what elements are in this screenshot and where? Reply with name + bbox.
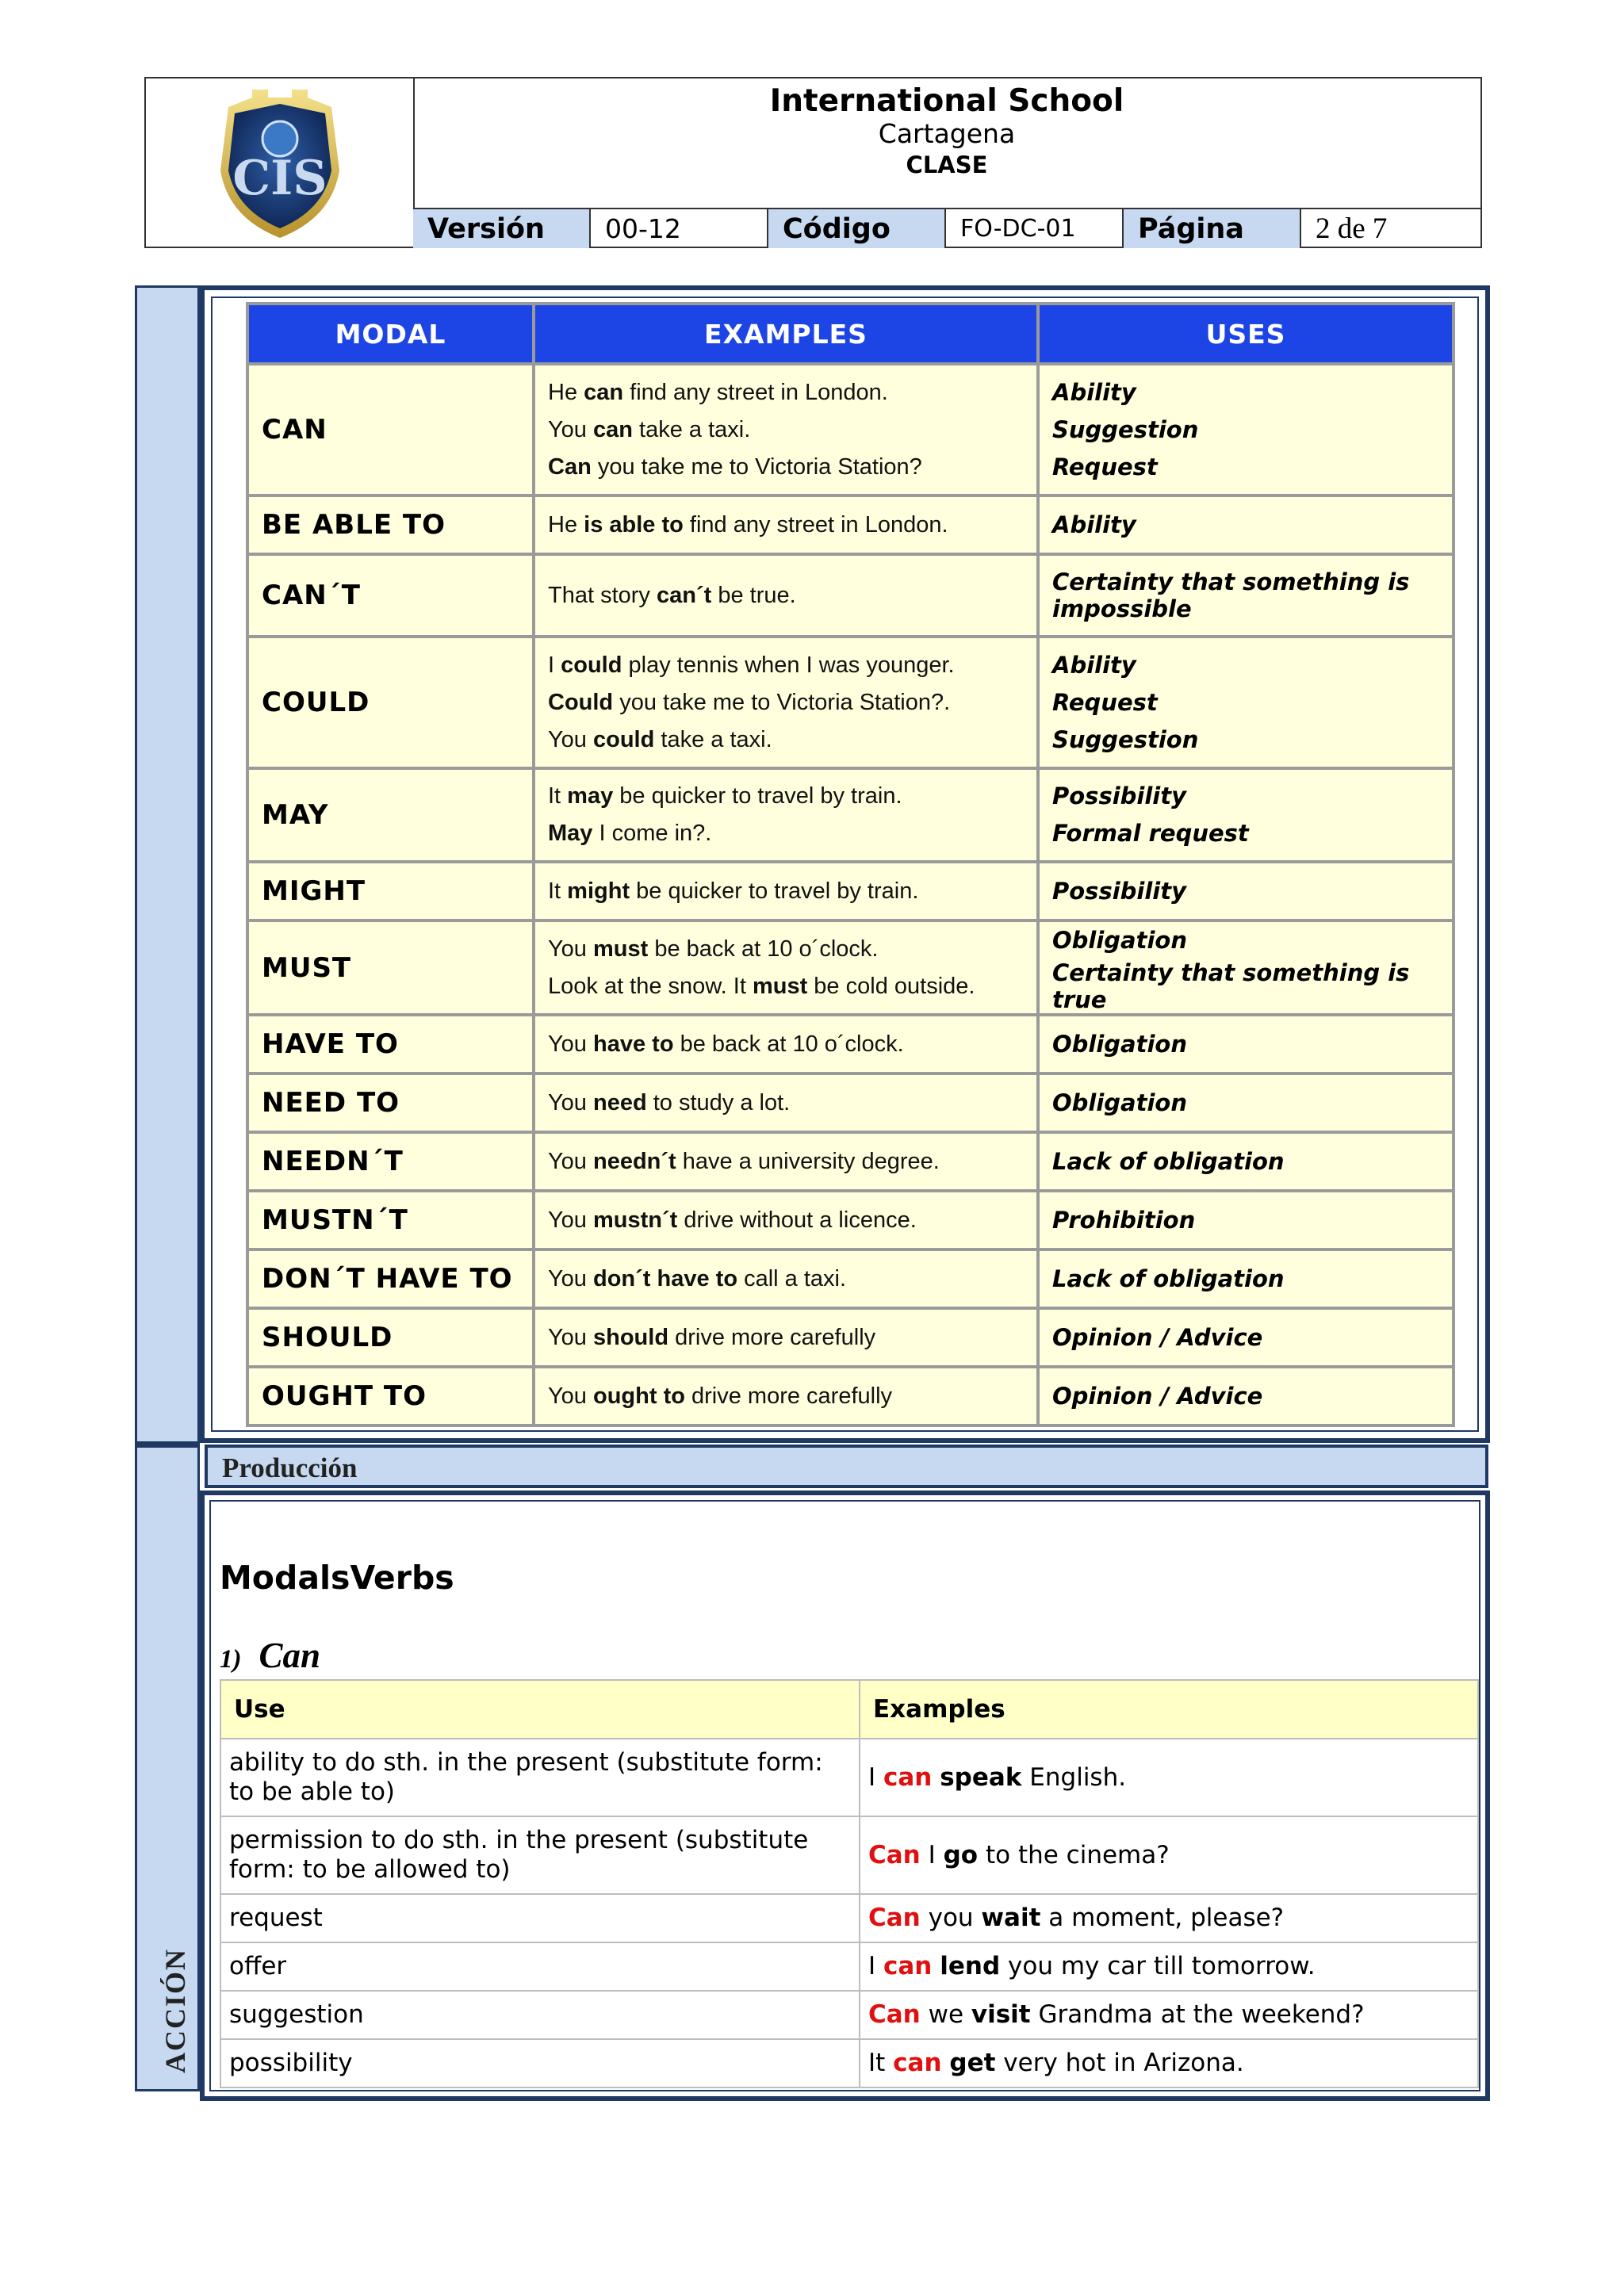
modal-uses: [1038, 862, 1454, 920]
document-header: [144, 77, 1482, 248]
modal-examples: [534, 496, 1038, 554]
example-text: be quicker to travel by train.: [630, 878, 919, 904]
use-item: Request: [1052, 453, 1158, 480]
modal-name: MIGHT: [247, 862, 534, 920]
can-example: [860, 1894, 1478, 1942]
modal-examples: [534, 1367, 1038, 1425]
doc-type: CLASE: [906, 151, 988, 178]
sidebar-divider: [137, 1441, 197, 1448]
example-text: we: [920, 2000, 971, 2029]
use-item: Opinion / Advice: [1052, 1382, 1263, 1410]
example-text: you my car till tomorrow.: [1000, 1952, 1316, 1980]
modal-uses: [1038, 554, 1454, 637]
example-text: be back at 10 o´clock.: [648, 936, 879, 962]
modal-examples: [534, 554, 1038, 637]
example-line: [548, 721, 1024, 759]
modal-row: [247, 1367, 1454, 1425]
modal-examples: [534, 637, 1038, 768]
example-text: be quicker to travel by train.: [613, 783, 902, 809]
modal-uses: [1038, 1132, 1454, 1191]
example-text: find any street in London.: [683, 511, 948, 538]
can-row: [220, 1894, 1478, 1942]
modal-table-header: [247, 304, 1454, 364]
modal-examples: [534, 920, 1038, 1015]
example-line: [548, 873, 1024, 910]
can-row: [220, 2039, 1478, 2087]
example-text: have a university degree.: [676, 1148, 940, 1174]
modal-uses: [1038, 768, 1454, 862]
can-row: [220, 1942, 1478, 1991]
modal-keyword: ought to: [593, 1383, 685, 1409]
modal-row: [247, 768, 1454, 862]
modal-keyword: May: [548, 821, 593, 846]
modal-row: [247, 1191, 1454, 1249]
modal-name: MAY: [247, 768, 534, 862]
sidebar-column: [135, 285, 200, 2091]
production-bar: [205, 1445, 1488, 1488]
can-table-header: [220, 1680, 1478, 1739]
example-text: drive without a licence.: [677, 1207, 917, 1233]
example-line: [548, 815, 1024, 852]
title-block: [413, 78, 1480, 208]
verb-highlight: wait: [981, 1904, 1041, 1932]
modal-highlight: can: [883, 1762, 933, 1792]
modal-highlight: Can: [868, 1904, 921, 1932]
section-heading: ModalsVerbs: [220, 1559, 454, 1597]
modal-examples: [534, 1249, 1038, 1308]
modal-keyword: don´t have to: [593, 1265, 738, 1292]
version-value: 00-12: [591, 209, 768, 248]
can-example: [860, 1739, 1478, 1816]
can-use: ability to do sth. in the present (substitute form: to be able to): [220, 1739, 860, 1816]
example-text: you take me to Victoria Station?: [591, 453, 922, 480]
modal-highlight: Can: [868, 2000, 921, 2029]
modal-uses: [1038, 496, 1454, 554]
modal-verbs-table: [246, 302, 1455, 1427]
example-line: [548, 1378, 1024, 1415]
example-line: [548, 449, 1024, 486]
example-text: English.: [1021, 1762, 1127, 1792]
modal-name: COULD: [247, 637, 534, 768]
example-line: [548, 647, 1024, 684]
modal-row: [247, 1308, 1454, 1367]
use-item: Suggestion: [1052, 415, 1199, 443]
logo-text: CIS: [232, 151, 327, 206]
modal-keyword: can: [593, 416, 633, 442]
can-example: [860, 1991, 1478, 2039]
modal-uses: [1038, 637, 1454, 768]
example-text: I: [548, 652, 561, 678]
verb-highlight: go: [943, 1840, 979, 1869]
modal-examples: [534, 1073, 1038, 1132]
use-item: Certainty that something is impossible: [1052, 568, 1410, 622]
example-text: take a taxi.: [654, 726, 772, 752]
page-value: 2 de 7: [1316, 212, 1388, 245]
modal-highlight: Can: [868, 1840, 921, 1869]
modal-highlight: can: [883, 1952, 933, 1980]
can-row: [220, 1991, 1478, 2039]
example-text: very hot in Arizona.: [995, 2049, 1244, 2077]
example-text: you: [920, 1904, 982, 1932]
can-uses-table: [220, 1679, 1479, 2088]
example-line: [548, 778, 1024, 815]
modal-examples: [534, 1132, 1038, 1191]
example-text: I: [920, 1840, 944, 1869]
meta-row: [413, 208, 1480, 248]
modal-name: MUST: [247, 920, 534, 1015]
verb-highlight: get: [949, 2049, 996, 2077]
can-example: [860, 1942, 1478, 1991]
example-text: I: [868, 1762, 883, 1792]
modal-name: NEED TO: [247, 1073, 534, 1132]
example-text: It: [868, 2049, 894, 2077]
example-line: [548, 1261, 1024, 1298]
use-item: Ability: [1052, 651, 1136, 679]
modal-row: [247, 637, 1454, 768]
school-name: International School: [769, 83, 1124, 119]
can-example: [860, 2039, 1478, 2087]
modal-keyword: Can: [548, 453, 592, 480]
example-text: find any street in London.: [623, 379, 888, 405]
example-text: call a taxi.: [737, 1265, 847, 1292]
example-text: You: [548, 1207, 593, 1233]
modal-name: NEEDN´T: [247, 1132, 534, 1191]
example-line: [548, 577, 1024, 614]
example-text: a moment, please?: [1040, 1904, 1285, 1932]
example-text: [932, 1952, 940, 1980]
modal-keyword: need: [593, 1089, 647, 1115]
example-line: [548, 1085, 1024, 1122]
modal-name: BE ABLE TO: [247, 496, 534, 554]
use-item: Obligation: [1052, 927, 1187, 954]
example-text: you take me to Victoria Station?.: [613, 689, 951, 715]
modal-uses: [1038, 1249, 1454, 1308]
code-value: FO-DC-01: [946, 209, 1124, 248]
code-label: Código: [768, 209, 946, 248]
example-text: You: [548, 1031, 593, 1057]
modal-uses: [1038, 1073, 1454, 1132]
modal-examples: [534, 862, 1038, 920]
example-text: play tennis when I was younger.: [622, 652, 955, 678]
version-label: Versión: [413, 209, 591, 248]
modal-keyword: can: [584, 379, 624, 405]
modal-keyword: could: [593, 726, 655, 752]
use-item: Opinion / Advice: [1052, 1323, 1263, 1351]
school-city: Cartagena: [878, 118, 1016, 149]
subsection-number: 1): [220, 1645, 242, 1674]
modal-row: [247, 496, 1454, 554]
use-item: Possibility: [1052, 783, 1186, 809]
use-item: Formal request: [1052, 820, 1249, 847]
example-text: You: [548, 1383, 593, 1409]
example-text: You: [548, 1148, 593, 1174]
modal-keyword: must: [752, 973, 808, 999]
example-text: [942, 2049, 950, 2077]
example-text: It: [548, 878, 568, 904]
col-modal: MODAL: [247, 304, 534, 364]
example-line: [548, 1026, 1024, 1063]
example-line: [548, 931, 1024, 968]
modal-keyword: mustn´t: [593, 1207, 678, 1233]
example-text: be back at 10 o´clock.: [673, 1031, 904, 1057]
example-text: That story: [548, 582, 657, 608]
example-line: [548, 1143, 1024, 1181]
use-item: Certainty that something is true: [1052, 959, 1410, 1013]
verb-highlight: lend: [940, 1952, 1001, 1980]
example-text: It: [548, 783, 568, 809]
use-item: Obligation: [1052, 1089, 1187, 1116]
example-line: [548, 411, 1024, 449]
example-text: You: [548, 1089, 593, 1115]
example-text: He: [548, 379, 584, 405]
use-item: Ability: [1052, 511, 1136, 538]
modal-examples: [534, 768, 1038, 862]
example-text: [932, 1763, 940, 1792]
modal-row: [247, 862, 1454, 920]
can-row: [220, 1739, 1478, 1816]
modal-name: CAN´T: [247, 554, 534, 637]
example-text: drive more carefully: [668, 1324, 876, 1350]
modal-keyword: Could: [548, 689, 614, 715]
modal-name: HAVE TO: [247, 1015, 534, 1073]
example-text: I: [868, 1952, 883, 1980]
example-line: [548, 507, 1024, 544]
example-line: [548, 374, 1024, 411]
modal-row: [247, 920, 1454, 1015]
example-line: [548, 684, 1024, 721]
verb-highlight: visit: [971, 2000, 1031, 2029]
modal-keyword: must: [593, 936, 649, 962]
modal-keyword: have to: [593, 1031, 674, 1057]
modal-row: [247, 1132, 1454, 1191]
modal-row: [247, 554, 1454, 637]
can-row: [220, 1816, 1478, 1894]
modal-keyword: should: [593, 1324, 669, 1350]
example-text: I come in?.: [592, 821, 712, 846]
modal-row: [247, 1249, 1454, 1308]
modal-uses: [1038, 1015, 1454, 1073]
modal-name: MUSTN´T: [247, 1191, 534, 1249]
can-use: possibility: [220, 2039, 860, 2087]
modal-keyword: may: [567, 783, 614, 809]
modal-name: OUGHT TO: [247, 1367, 534, 1425]
modal-name: CAN: [247, 364, 534, 496]
production-label: Producción: [222, 1452, 358, 1483]
example-text: drive more carefully: [684, 1383, 893, 1409]
use-item: Possibility: [1052, 877, 1186, 905]
modal-uses: [1038, 1367, 1454, 1425]
modal-examples: [534, 1308, 1038, 1367]
example-text: He: [548, 511, 584, 538]
example-text: You: [548, 416, 593, 442]
use-item: Request: [1052, 688, 1158, 716]
example-text: be cold outside.: [807, 973, 975, 999]
can-use: offer: [220, 1942, 860, 1991]
example-text: You: [548, 936, 593, 962]
can-use: suggestion: [220, 1991, 860, 2039]
modal-uses: [1038, 364, 1454, 496]
can-use: permission to do sth. in the present (substitute form: to be allowed to): [220, 1816, 860, 1894]
modal-row: [247, 1015, 1454, 1073]
example-line: [548, 968, 1024, 1005]
page-label: Página: [1124, 209, 1301, 248]
col-uses: USES: [1038, 304, 1454, 364]
use-item: Ability: [1052, 378, 1136, 406]
example-text: Grandma at the weekend?: [1030, 2000, 1365, 2029]
use-item: Lack of obligation: [1052, 1147, 1285, 1175]
example-line: [548, 1202, 1024, 1239]
example-text: be true.: [711, 582, 796, 608]
modal-uses: [1038, 1308, 1454, 1367]
modal-examples: [534, 1015, 1038, 1073]
modal-examples: [534, 1191, 1038, 1249]
example-text: You: [548, 1265, 593, 1292]
modal-name: DON´T HAVE TO: [247, 1249, 534, 1308]
modal-keyword: could: [561, 652, 622, 678]
col-examples: EXAMPLES: [534, 304, 1038, 364]
modal-keyword: might: [567, 878, 630, 904]
can-use: request: [220, 1894, 860, 1942]
use-item: Prohibition: [1052, 1206, 1196, 1234]
example-text: take a taxi.: [632, 416, 751, 442]
col-example: Examples: [860, 1680, 1478, 1739]
modal-row: [247, 364, 1454, 496]
example-text: to the cinema?: [978, 1840, 1170, 1869]
example-text: You: [548, 1324, 593, 1350]
example-line: [548, 1319, 1024, 1357]
modal-examples: [534, 364, 1038, 496]
can-example: [860, 1816, 1478, 1894]
logo-cell: [146, 78, 415, 247]
example-text: You: [548, 726, 593, 752]
modal-row: [247, 1073, 1454, 1132]
use-item: Suggestion: [1052, 725, 1199, 753]
sidebar-label: ACCIÓN: [159, 1947, 191, 2073]
modal-keyword: is able to: [584, 511, 684, 538]
use-item: Lack of obligation: [1052, 1265, 1285, 1292]
subsection-heading: [220, 1635, 320, 1676]
verb-highlight: speak: [940, 1762, 1022, 1792]
col-use: Use: [220, 1680, 860, 1739]
example-text: Look at the snow. It: [548, 973, 753, 999]
modal-name: SHOULD: [247, 1308, 534, 1367]
use-item: Obligation: [1052, 1030, 1187, 1058]
example-text: to study a lot.: [646, 1089, 791, 1115]
modal-uses: [1038, 920, 1454, 1015]
subsection-title: Can: [259, 1636, 321, 1675]
school-logo: [197, 83, 363, 242]
modal-keyword: can´t: [657, 582, 712, 608]
modal-highlight: can: [893, 2049, 942, 2077]
modal-keyword: needn´t: [593, 1148, 676, 1174]
modal-uses: [1038, 1191, 1454, 1249]
